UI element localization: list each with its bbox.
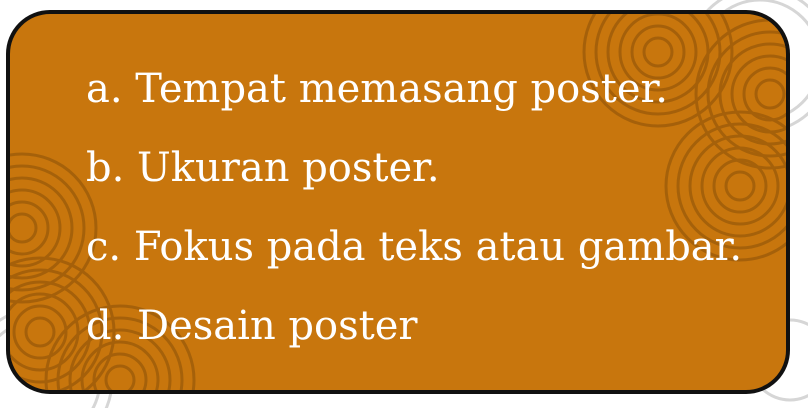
content-card [6, 10, 790, 394]
options-list [86, 50, 742, 366]
list-item: c. Fokus pada teks atau gambar. [86, 224, 743, 270]
list-item: b. Ukuran poster. [86, 145, 440, 191]
list-item: a. Tempat memasang poster. [86, 66, 668, 112]
list-item: d. Desain poster [86, 303, 418, 349]
